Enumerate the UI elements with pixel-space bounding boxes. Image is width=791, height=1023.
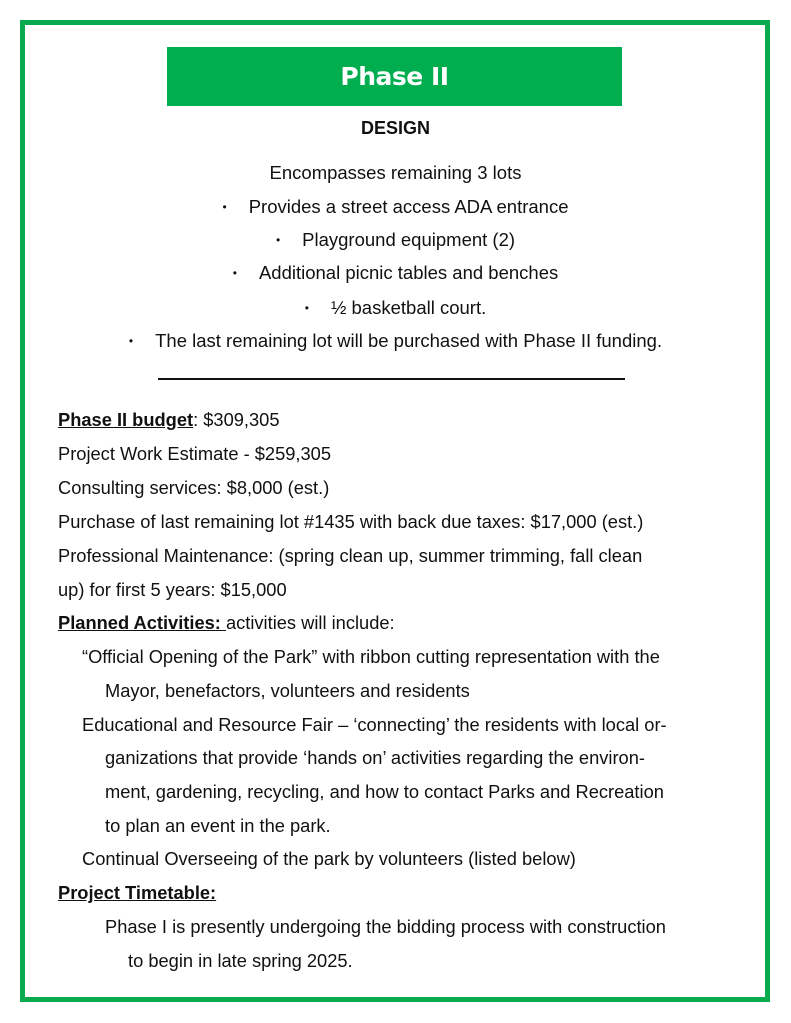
section-heading-design: DESIGN	[360, 118, 430, 138]
budget-item: up) for first 5 years: $15,000	[58, 579, 287, 600]
horizontal-divider	[158, 378, 625, 380]
activity-line: to plan an event in the park.	[105, 815, 331, 836]
activity-line: Mayor, benefactors, volunteers and residents	[105, 680, 470, 701]
budget-item: Purchase of last remaining lot #1435 with back due taxes: $17,000 (est.)	[58, 511, 644, 532]
design-bullet: • ½ basketball court.	[0, 297, 791, 319]
activity-line: ganizations that provide ‘hands on’ activities regarding the environ-	[105, 747, 645, 768]
timetable-heading: Project Timetable:	[58, 882, 217, 903]
activities-heading: Planned Activities: activities will include:	[58, 612, 395, 633]
budget-item: Consulting services: $8,000 (est.)	[58, 477, 330, 498]
design-intro: Encompasses remaining 3 lots	[269, 162, 522, 183]
timetable-line: to begin in late spring 2025.	[128, 950, 353, 971]
design-bullet: • Additional picnic tables and benches	[0, 262, 791, 284]
activity-line: Educational and Resource Fair – ‘connecting’ the residents with local or-	[82, 714, 667, 735]
budget-item: Project Work Estimate - $259,305	[58, 443, 331, 464]
activity-line: Continual Overseeing of the park by volunteers (listed below)	[82, 848, 576, 869]
budget-item: Professional Maintenance: (spring clean up, summer trimming, fall clean	[58, 545, 643, 566]
activity-line: ment, gardening, recycling, and how to contact Parks and Recreation	[105, 781, 664, 802]
budget-value: : $309,305	[193, 409, 280, 430]
budget-total	[58, 409, 280, 431]
phase-title-banner	[167, 47, 622, 106]
phase-title: Phase II	[340, 62, 449, 91]
design-bullet: • Playground equipment (2)	[0, 229, 791, 251]
budget-label: Phase II budget	[58, 409, 194, 430]
timetable-line: Phase I is presently undergoing the bidding process with construction	[105, 916, 666, 937]
activities-label: Planned Activities:	[58, 612, 226, 633]
design-bullet: • The last remaining lot will be purchased with Phase II funding.	[0, 330, 791, 352]
design-bullet: • Provides a street access ADA entrance	[0, 196, 791, 218]
activity-line: “Official Opening of the Park” with ribbon cutting representation with the	[82, 646, 660, 667]
